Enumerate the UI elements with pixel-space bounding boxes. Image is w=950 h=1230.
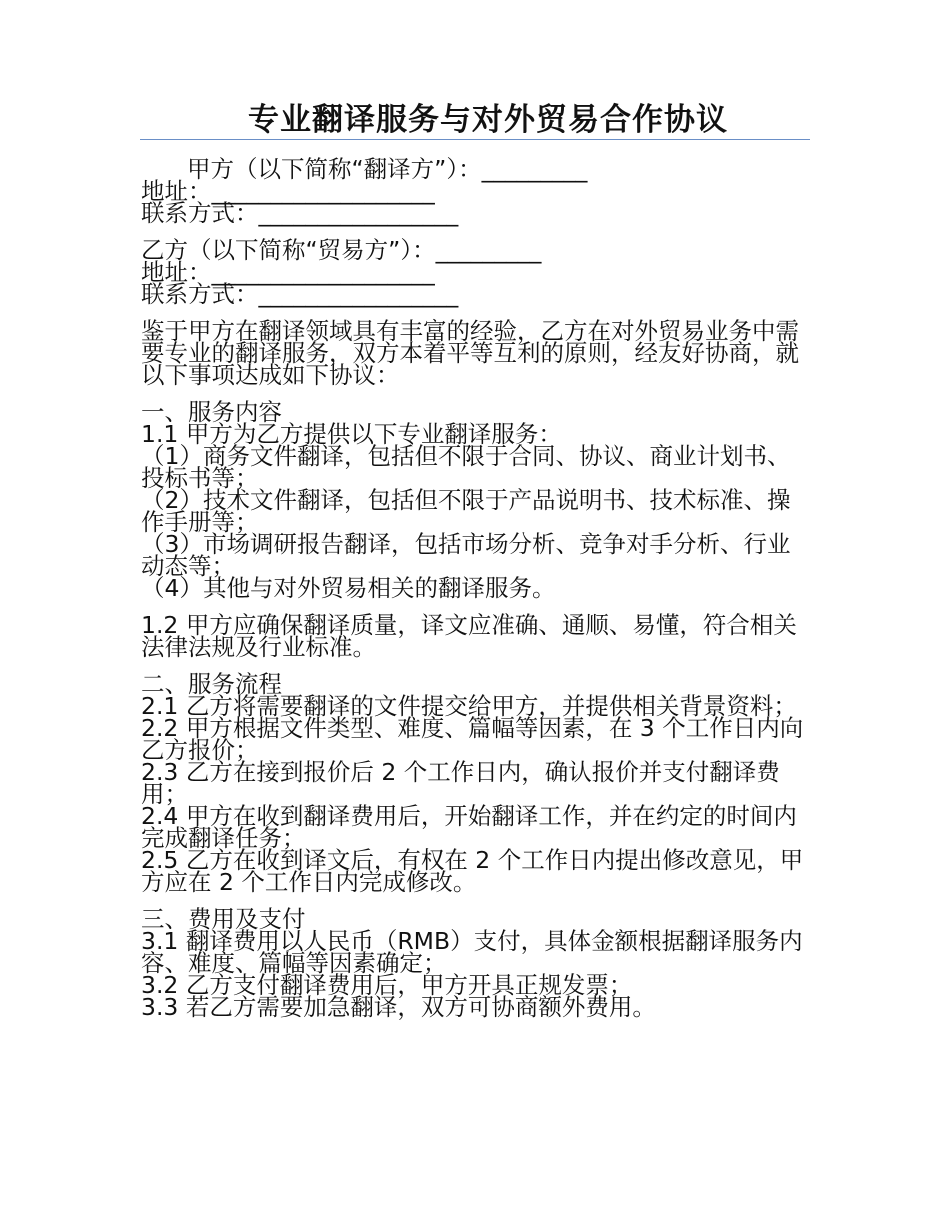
party-a-address: 地址：___________________ [141,177,435,205]
document-title: 专业翻译服务与对外贸易合作协议 [248,102,728,138]
clause-1-1: 1.1 甲方为乙方提供以下专业翻译服务： [141,420,562,448]
clause-1-1-sub-3: （3）市场调研报告翻译，包括市场分析、竞争对手分析、行业动态等； [141,530,791,580]
clause-2-1: 2.1 乙方将需要翻译的文件提交给甲方，并提供相关背景资料； [141,692,797,720]
clause-3-3: 3.3 若乙方需要加急翻译，双方可协商额外费用。 [141,993,656,1021]
party-b-intro: 乙方（以下简称“贸易方”）：_________ [141,236,542,264]
section-1-heading: 一、服务内容 [141,398,282,426]
party-a-contact: 联系方式：_________________ [141,199,459,227]
section-2-heading: 二、服务流程 [141,670,282,698]
clause-2-3: 2.3 乙方在接到报价后 2 个工作日内，确认报价并支付翻译费用； [141,758,780,808]
clause-1-1-sub-4: （4）其他与对外贸易相关的翻译服务。 [141,574,556,602]
clause-1-2: 1.2 甲方应确保翻译质量，译文应准确、通顺、易懂，符合相关法律法规及行业标准。 [141,611,797,661]
clause-3-2: 3.2 乙方支付翻译费用后，甲方开具正规发票； [141,971,633,999]
party-a-intro: 甲方（以下简称“翻译方”）：_________ [187,155,588,183]
document-body [141,155,813,1021]
clause-3-1: 3.1 翻译费用以人民币（RMB）支付，具体金额根据翻译服务内容、难度、篇幅等因素确定； [141,927,803,977]
title-underline [140,139,810,140]
clause-2-4: 2.4 甲方在收到翻译费用后，开始翻译工作，并在约定的时间内完成翻译任务； [141,802,797,852]
clause-2-5: 2.5 乙方在收到译文后，有权在 2 个工作日内提出修改意见，甲方应在 2 个工作日内完成修改。 [141,846,804,896]
party-b-contact: 联系方式：_________________ [141,280,459,308]
section-3-heading: 三、费用及支付 [141,905,306,933]
clause-2-2: 2.2 甲方根据文件类型、难度、篇幅等因素，在 3 个工作日内向乙方报价； [141,714,804,764]
party-b-address: 地址：___________________ [141,258,435,286]
clause-1-1-sub-1: （1）商务文件翻译，包括但不限于合同、协议、商业计划书、投标书等； [141,442,791,492]
clause-1-1-sub-2: （2）技术文件翻译，包括但不限于产品说明书、技术标准、操作手册等； [141,486,791,536]
preamble-paragraph: 鉴于甲方在翻译领域具有丰富的经验，乙方在对外贸易业务中需要专业的翻译服务，双方本着平等互利的原则，经友好协商，就以下事项达成如下协议： [141,317,799,389]
